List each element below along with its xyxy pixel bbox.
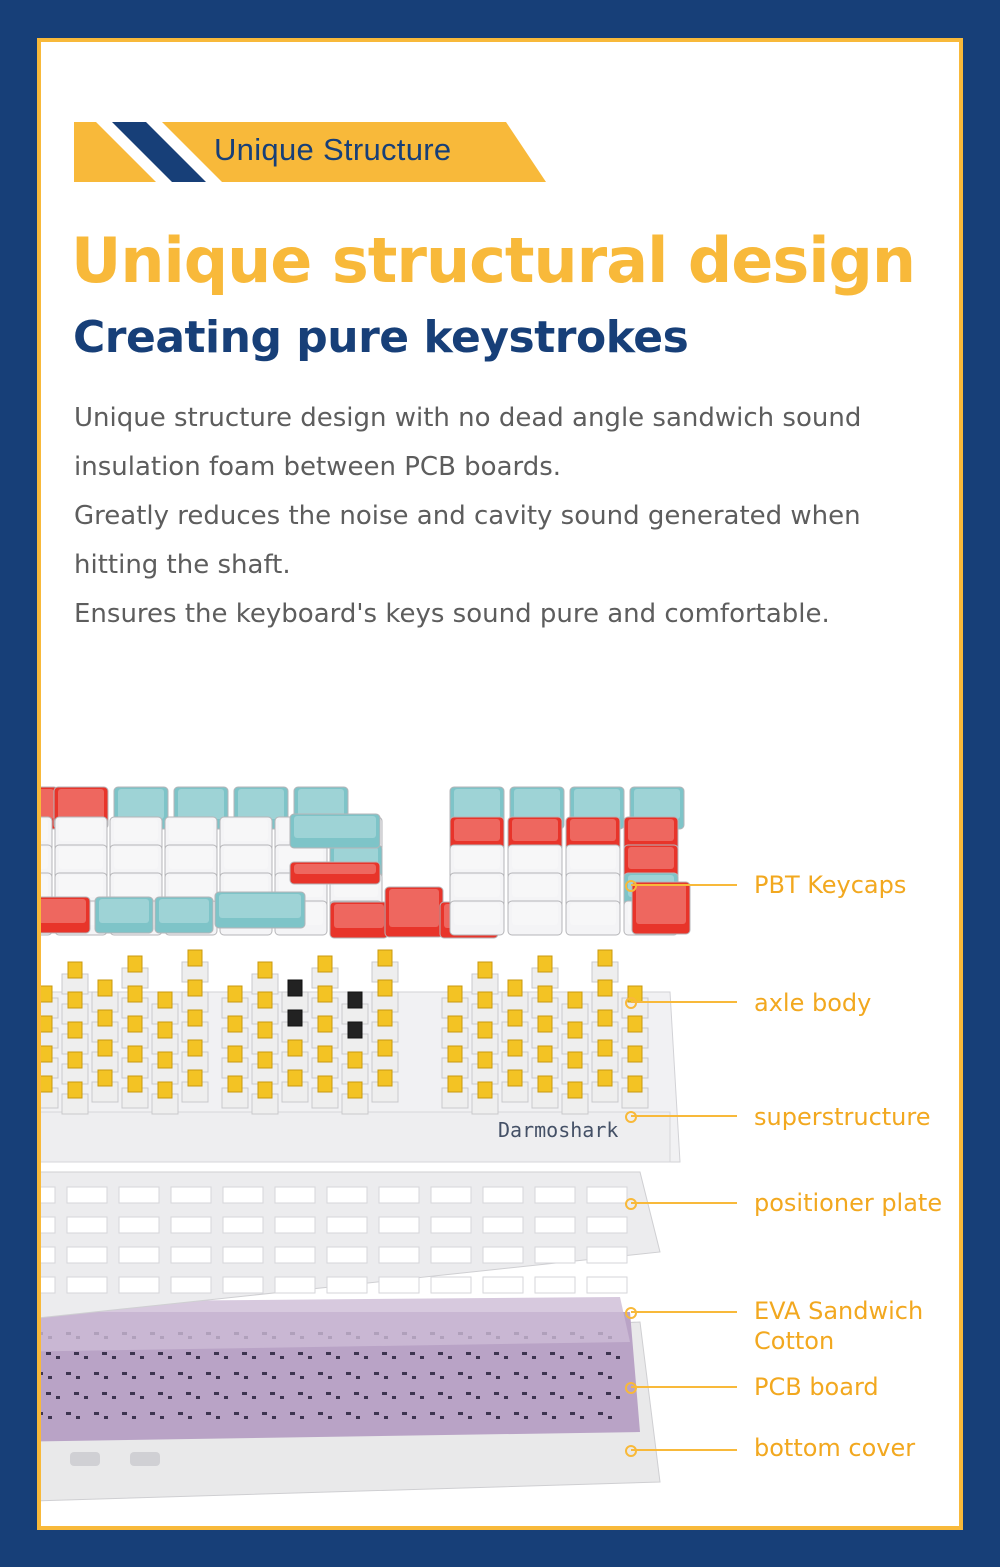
description-line: Unique structure design with no dead angle sandwich sound insulation foam between PCB boards.	[74, 403, 862, 482]
leader-dot	[625, 1111, 637, 1123]
section-banner	[74, 122, 546, 182]
leader-dot	[625, 1382, 637, 1394]
leader-dot	[625, 1198, 637, 1210]
exploded-keyboard-illustration	[37, 742, 740, 1512]
label-eva-sandwich-cotton: EVA Sandwich Cotton	[754, 1297, 924, 1355]
leader-line	[631, 1001, 737, 1003]
label-superstructure: superstructure	[754, 1103, 931, 1131]
description-line: Greatly reduces the noise and cavity sound generated when hitting the shaft.	[74, 501, 861, 580]
leader-dot	[625, 1445, 637, 1457]
page-title: Unique structural design	[71, 224, 916, 297]
brand-logo: Darmoshark	[498, 1118, 619, 1142]
label-bottom-cover: bottom cover	[754, 1434, 916, 1462]
leader-line	[631, 1311, 737, 1313]
leader-line	[631, 884, 737, 886]
leader-dot	[625, 997, 637, 1009]
description	[74, 394, 914, 639]
label-positioner-plate: positioner plate	[754, 1189, 943, 1217]
leader-line	[631, 1449, 737, 1451]
content-frame	[37, 38, 963, 1530]
leader-line	[631, 1115, 737, 1117]
label-pbt-keycaps: PBT Keycaps	[754, 871, 907, 899]
page-subtitle: Creating pure keystrokes	[73, 312, 689, 363]
banner-label: Unique Structure	[214, 132, 452, 167]
leader-dot	[625, 1307, 637, 1319]
description-line: Ensures the keyboard's keys sound pure and comfortable.	[74, 599, 830, 629]
keycaps-layer	[37, 787, 690, 938]
leader-line	[631, 1386, 737, 1388]
label-axle-body: axle body	[754, 989, 872, 1017]
leader-line	[631, 1202, 737, 1204]
leader-dot	[625, 880, 637, 892]
label-pcb-board: PCB board	[754, 1373, 879, 1401]
